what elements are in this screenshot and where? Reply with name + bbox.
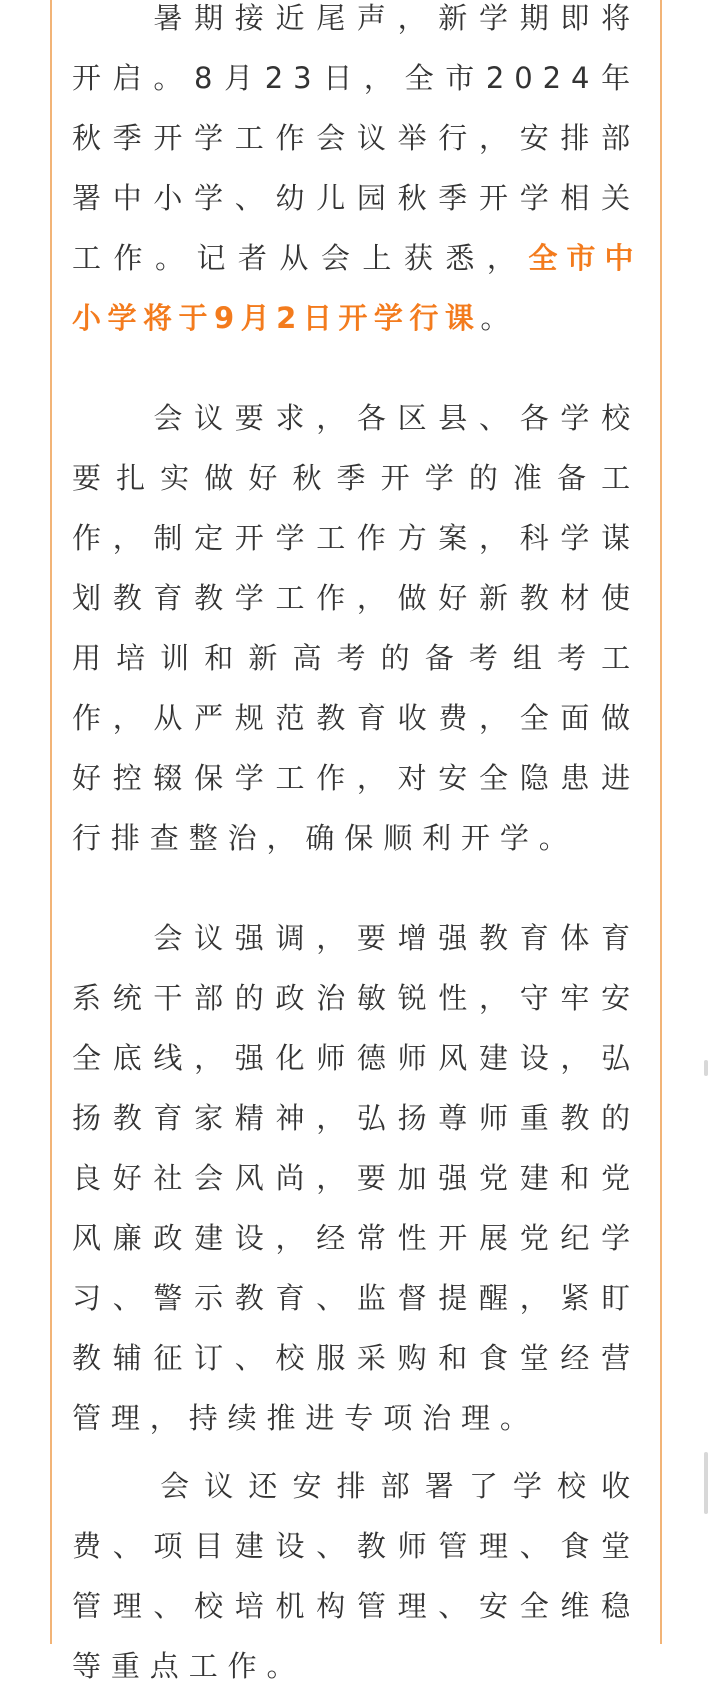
scroll-indicator — [704, 1452, 708, 1514]
paragraph-1-text: 暑期接近尾声，新学期即将开启。8月23日，全市2024年秋季开学工作会议举行，安排部署中小学、幼儿园秋季开学相关工作。记者从会上获悉， — [72, 1, 640, 275]
paragraph-4: 会议还安排部署了学校收费、项目建设、教师管理、食堂管理、校培机构管理、安全维稳等重点工作。 — [72, 1469, 640, 1683]
paragraph-1 — [72, 0, 640, 348]
scroll-indicator — [704, 1060, 708, 1076]
paragraph-2: 会议要求，各区县、各学校要扎实做好秋季开学的准备工作，制定开学工作方案，科学谋划教育教学工作，做好新教材使用培训和新高考的备考组考工作，从严规范教育收费，全面做好控辍保学工作，对安全隐患进行排查整治，确保顺利开学。 — [72, 401, 640, 855]
paragraph-1-end: 。 — [480, 301, 520, 335]
paragraph-3: 会议强调，要增强教育体育系统干部的政治敏锐性，守牢安全底线，强化师德师风建设，弘扬教育家精神，弘扬尊师重教的良好社会风尚，要加强党建和党风廉政建设，经常性开展党纪学习、警示教育、监督提醒，紧盯教辅征订、校服采购和食堂经营管理，持续推进专项治理。 — [72, 921, 640, 1435]
highlight-start-date: 全市中小学将于9月2日开学行课 — [72, 241, 640, 335]
